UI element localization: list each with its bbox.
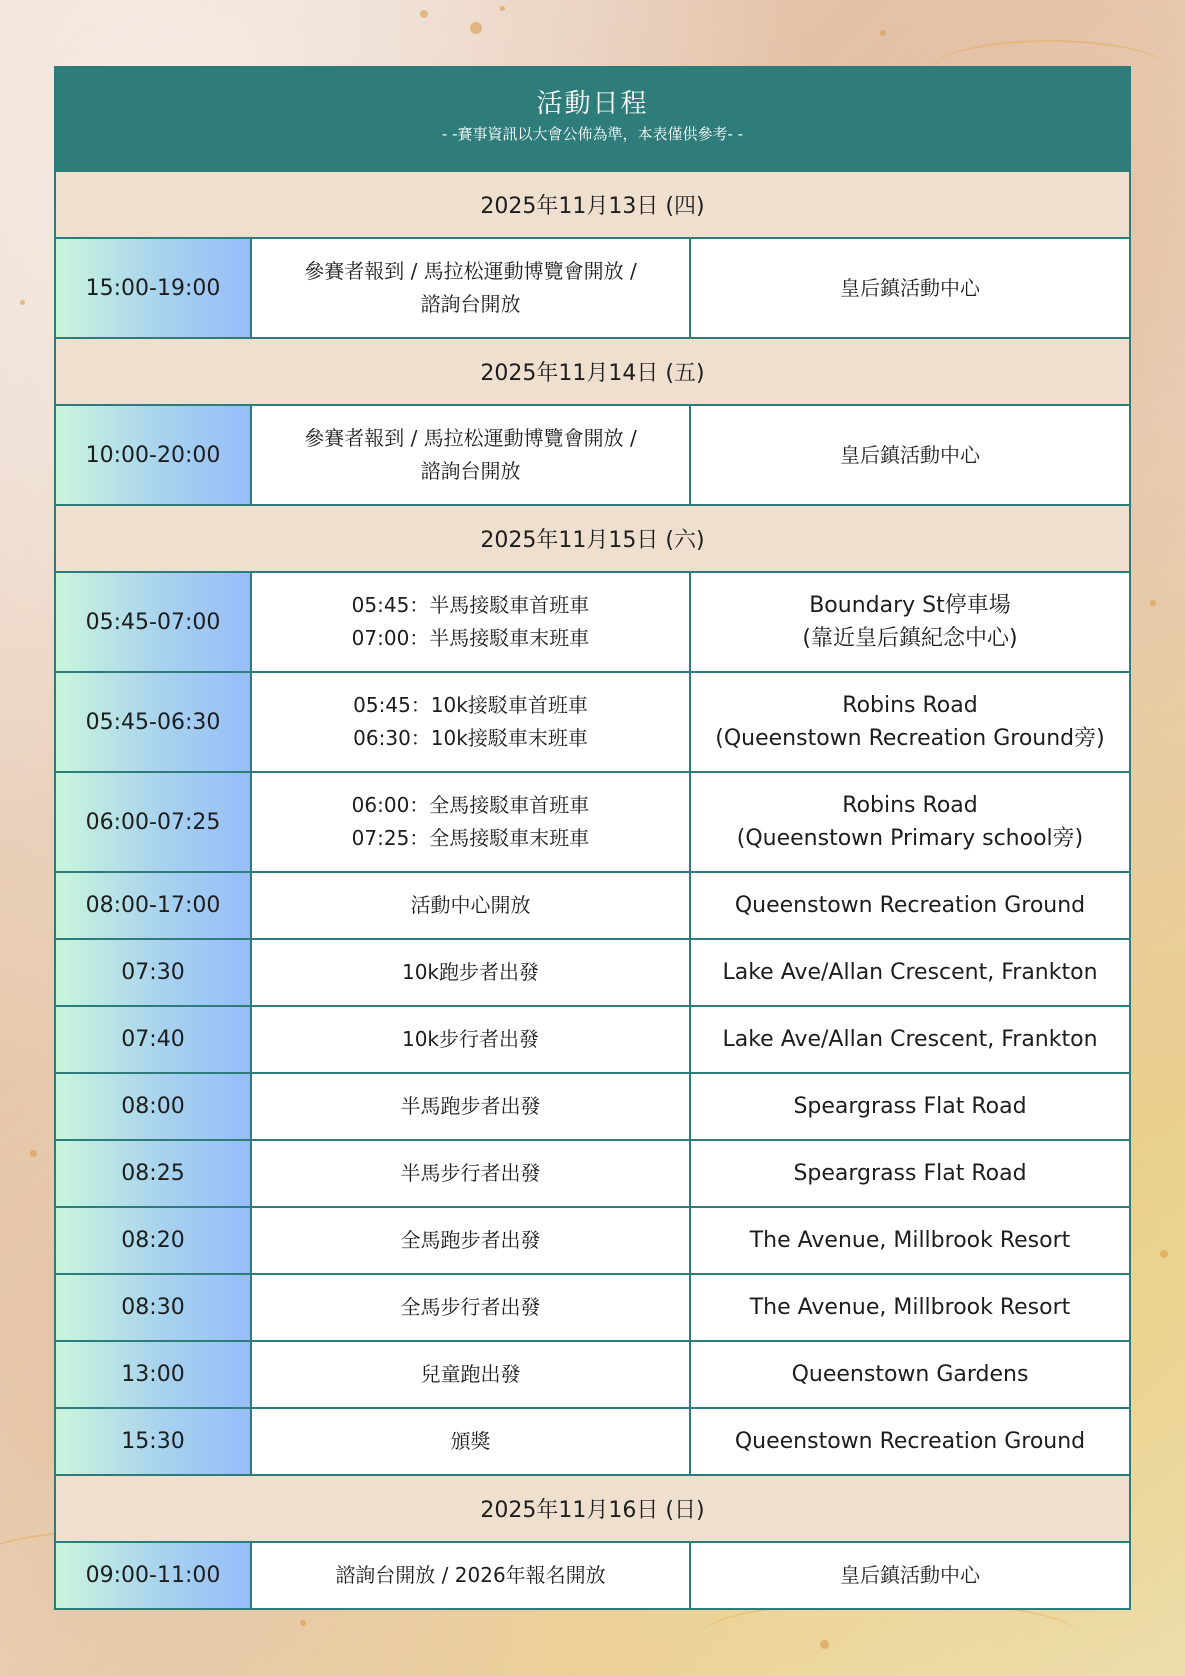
location-line: 皇后鎮活動中心	[840, 275, 980, 300]
time-cell: 06:00-07:25	[56, 773, 252, 871]
event-line: 全馬跑步者出發	[400, 1228, 541, 1252]
event-line: 半馬跑步者出發	[400, 1094, 541, 1118]
location-cell	[691, 1275, 1129, 1340]
location-cell	[691, 673, 1129, 771]
location-cell	[691, 773, 1129, 871]
schedule-row	[56, 571, 1129, 671]
time-cell: 05:45-06:30	[56, 673, 252, 771]
event-line: 06:00：全馬接駁車首班車	[351, 793, 590, 817]
event-line: 參賽者報到 / 馬拉松運動博覽會開放 /	[304, 259, 637, 283]
event-cell	[252, 673, 691, 771]
location-cell	[691, 940, 1129, 1005]
time-cell: 13:00	[56, 1342, 252, 1407]
location-line: (Queenstown Recreation Ground旁)	[715, 726, 1105, 751]
location-cell	[691, 1074, 1129, 1139]
event-line: 諮詢台開放 / 2026年報名開放	[335, 1563, 606, 1587]
schedule-table	[54, 66, 1131, 1610]
time-cell: 08:30	[56, 1275, 252, 1340]
time-cell: 08:00	[56, 1074, 252, 1139]
time-cell: 10:00-20:00	[56, 406, 252, 504]
location-cell	[691, 1141, 1129, 1206]
schedule-row	[56, 1072, 1129, 1139]
event-line: 頒獎	[450, 1429, 491, 1453]
schedule-title: 活動日程	[536, 89, 649, 119]
event-line: 05:45：半馬接駁車首班車	[351, 593, 590, 617]
location-line: Robins Road	[842, 793, 978, 818]
time-cell: 15:00-19:00	[56, 239, 252, 337]
event-cell	[252, 1275, 691, 1340]
event-line: 05:45：10k接駁車首班車	[353, 693, 588, 717]
schedule-row	[56, 671, 1129, 771]
event-cell	[252, 1543, 691, 1608]
date-row: 2025年11月15日 (六)	[56, 504, 1129, 571]
location-cell	[691, 239, 1129, 337]
schedule-row	[56, 871, 1129, 938]
schedule-row	[56, 1139, 1129, 1206]
schedule-subtitle: - -賽事資訊以大會公佈為準，本表僅供參考- -	[441, 125, 744, 143]
location-cell	[691, 1007, 1129, 1072]
event-cell	[252, 1409, 691, 1474]
date-row: 2025年11月13日 (四)	[56, 170, 1129, 237]
schedule-row	[56, 1273, 1129, 1340]
date-row: 2025年11月16日 (日)	[56, 1474, 1129, 1541]
event-cell	[252, 873, 691, 938]
location-line: 皇后鎮活動中心	[840, 442, 980, 467]
location-line: Queenstown Gardens	[791, 1362, 1029, 1387]
schedule-row	[56, 237, 1129, 337]
event-line: 07:25：全馬接駁車末班車	[351, 826, 590, 850]
schedule-body	[56, 170, 1129, 1608]
event-line: 諮詢台開放	[420, 292, 521, 316]
location-line: (靠近皇后鎮紀念中心)	[802, 626, 1018, 651]
event-cell	[252, 1007, 691, 1072]
location-line: (Queenstown Primary school旁)	[736, 826, 1084, 851]
event-cell	[252, 1141, 691, 1206]
schedule-row	[56, 1541, 1129, 1608]
schedule-row	[56, 771, 1129, 871]
event-cell	[252, 406, 691, 504]
location-line: Robins Road	[842, 693, 978, 718]
location-line: 皇后鎮活動中心	[840, 1563, 980, 1587]
location-cell	[691, 873, 1129, 938]
time-cell: 07:40	[56, 1007, 252, 1072]
event-line: 兒童跑出發	[420, 1362, 521, 1386]
event-cell	[252, 940, 691, 1005]
time-cell: 08:25	[56, 1141, 252, 1206]
location-cell	[691, 1208, 1129, 1273]
event-line: 07:00：半馬接駁車末班車	[351, 626, 590, 650]
schedule-row	[56, 938, 1129, 1005]
location-line: Speargrass Flat Road	[793, 1094, 1027, 1119]
location-line: The Avenue, Millbrook Resort	[749, 1295, 1071, 1320]
event-cell	[252, 1208, 691, 1273]
schedule-row	[56, 1340, 1129, 1407]
event-cell	[252, 773, 691, 871]
time-cell: 09:00-11:00	[56, 1543, 252, 1608]
event-cell	[252, 1342, 691, 1407]
date-row: 2025年11月14日 (五)	[56, 337, 1129, 404]
location-line: Speargrass Flat Road	[793, 1161, 1027, 1186]
event-line: 10k跑步者出發	[401, 960, 540, 984]
event-cell	[252, 573, 691, 671]
event-line: 諮詢台開放	[420, 459, 521, 483]
schedule-header	[56, 68, 1129, 170]
schedule-row	[56, 404, 1129, 504]
event-line: 06:30：10k接駁車末班車	[353, 726, 588, 750]
location-line: Lake Ave/Allan Crescent, Frankton	[722, 960, 1098, 985]
location-cell	[691, 406, 1129, 504]
event-cell	[252, 1074, 691, 1139]
schedule-row	[56, 1005, 1129, 1072]
location-cell	[691, 573, 1129, 671]
event-line: 全馬步行者出發	[400, 1295, 541, 1319]
location-cell	[691, 1543, 1129, 1608]
time-cell: 08:20	[56, 1208, 252, 1273]
schedule-row	[56, 1206, 1129, 1273]
time-cell: 08:00-17:00	[56, 873, 252, 938]
location-line: Boundary St停車場	[809, 593, 1011, 618]
event-line: 10k步行者出發	[401, 1027, 540, 1051]
location-cell	[691, 1342, 1129, 1407]
time-cell: 15:30	[56, 1409, 252, 1474]
location-line: Queenstown Recreation Ground	[734, 1429, 1086, 1454]
location-cell	[691, 1409, 1129, 1474]
location-line: Queenstown Recreation Ground	[734, 893, 1086, 918]
time-cell: 05:45-07:00	[56, 573, 252, 671]
time-cell: 07:30	[56, 940, 252, 1005]
event-line: 活動中心開放	[410, 893, 531, 917]
event-line: 半馬步行者出發	[400, 1161, 541, 1185]
schedule-row	[56, 1407, 1129, 1474]
event-cell	[252, 239, 691, 337]
location-line: Lake Ave/Allan Crescent, Frankton	[722, 1027, 1098, 1052]
location-line: The Avenue, Millbrook Resort	[749, 1228, 1071, 1253]
event-line: 參賽者報到 / 馬拉松運動博覽會開放 /	[304, 426, 637, 450]
